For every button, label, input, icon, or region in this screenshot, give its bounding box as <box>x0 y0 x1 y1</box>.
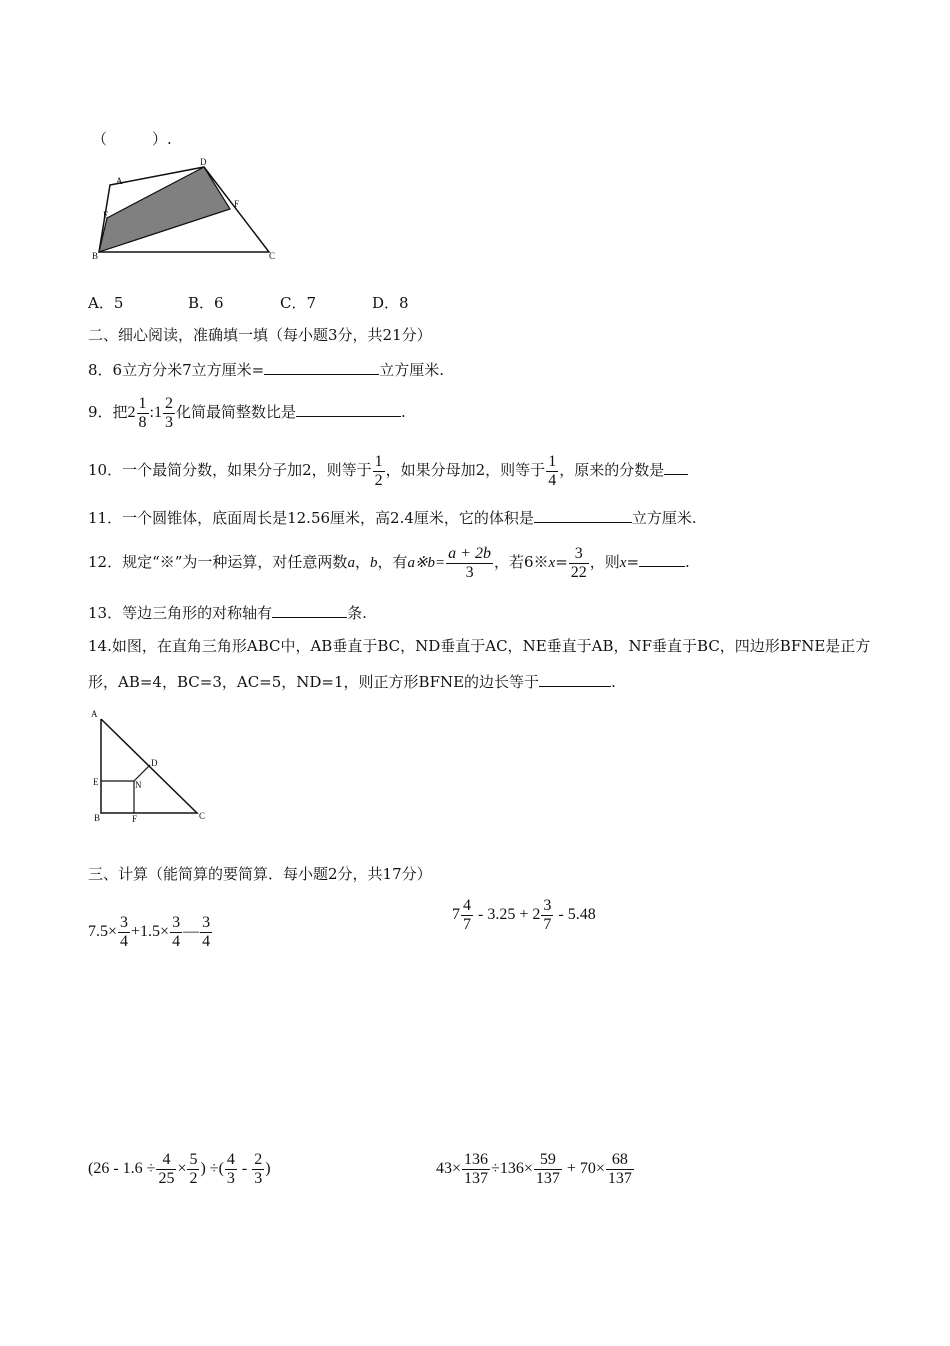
question-11 <box>88 508 697 528</box>
q10-mid: ，如果分母加2，则等于 <box>385 461 546 479</box>
question-14-line1: 14.如图，在直角三角形ABC中，AB垂直于BC，ND垂直于AC，NE垂直于AB，NF垂直于BC，四边形BFNE是正方 <box>88 637 871 655</box>
q12-expr: a※b= <box>407 555 446 571</box>
q9-whole1: 2 <box>127 404 136 421</box>
calc1-d1: 4 <box>120 932 129 950</box>
question-13 <box>88 603 367 623</box>
calc4-n1: 136 <box>464 1150 489 1168</box>
option-a: A．5 <box>88 294 124 312</box>
right-triangle-figure <box>88 705 218 830</box>
trapezoid-figure <box>86 155 286 265</box>
calc3-frac3 <box>225 1151 237 1188</box>
calc1-d3: 4 <box>202 932 211 950</box>
q12-then: ，则 <box>589 553 620 571</box>
calc3-n2: 5 <box>189 1150 198 1168</box>
calc4-frac1 <box>462 1151 490 1188</box>
q12-d2: 22 <box>570 563 587 581</box>
question-12 <box>88 542 690 583</box>
label-B: B <box>92 251 99 261</box>
q12-frac1 <box>446 545 493 582</box>
calc3-frac4 <box>252 1151 264 1188</box>
q10-pre: 10．一个最简分数，如果分子加2，则等于 <box>88 461 372 479</box>
calc3-n4: 2 <box>254 1150 263 1168</box>
calc-4 <box>436 1149 635 1189</box>
calc3-a: (26 - 1.6 ÷ <box>88 1160 156 1177</box>
q12-eq2: = <box>626 553 640 571</box>
calc3-d2: 2 <box>189 1169 198 1187</box>
q9-blank[interactable] <box>296 402 401 417</box>
calc3-d4: 3 <box>254 1169 263 1187</box>
calc1-frac2 <box>170 914 182 951</box>
q12-pre: 12．规定“※”为一种运算，对任意两数 <box>88 553 348 571</box>
calc3-d: - <box>237 1160 252 1177</box>
q10-n2: 1 <box>548 452 557 470</box>
q8-after: 立方厘米. <box>379 361 444 379</box>
calc4-frac3 <box>606 1151 634 1188</box>
calc2-frac1 <box>461 897 473 934</box>
q8-text: 8．6立方分米7立方厘米= <box>88 361 265 379</box>
calc1-a: 7.5× <box>88 923 118 940</box>
q12-a: a <box>347 555 355 571</box>
q12-den: 3 <box>446 563 493 582</box>
calc3-d3: 3 <box>226 1169 235 1187</box>
calc1-frac3 <box>200 914 212 951</box>
q10-d1: 2 <box>374 471 383 489</box>
calc-1 <box>88 912 213 952</box>
q12-x: x <box>548 555 556 571</box>
calc1-frac1 <box>118 914 130 951</box>
calc3-n3: 4 <box>226 1150 235 1168</box>
calc2-d2: 7 <box>543 915 552 933</box>
calc4-d2: 137 <box>535 1169 560 1187</box>
q9-whole2: 1 <box>154 404 162 421</box>
q12-num: a + 2b <box>448 544 491 562</box>
q10-frac1 <box>373 453 385 490</box>
q9-after: 化简最简整数比是 <box>176 403 297 421</box>
calc-3 <box>88 1149 271 1189</box>
label-F: F <box>132 814 138 824</box>
answer-paren: （ ）. <box>92 130 172 148</box>
calc2-frac2 <box>541 897 553 934</box>
option-c: C．7 <box>280 294 317 312</box>
q13-text: 13．等边三角形的对称轴有 <box>88 604 273 622</box>
label-D: D <box>200 157 207 167</box>
calc2-b: - 5.48 <box>554 906 596 923</box>
q14-line2-text: 形，AB=4，BC=3，AC=5，ND=1，则正方形BFNE的边长等于 <box>88 673 540 691</box>
q14-blank[interactable] <box>539 672 611 687</box>
calc4-c: + 70× <box>562 1160 605 1177</box>
label-A: A <box>116 176 123 186</box>
label-D: D <box>151 758 158 768</box>
label-E: E <box>93 777 99 787</box>
question-10 <box>88 450 688 490</box>
q12-eq: = <box>555 553 568 571</box>
q9-n2: 2 <box>165 394 173 412</box>
calc3-e: ) <box>265 1160 271 1177</box>
section-3-heading: 三、计算（能简算的要简算．每小题2分，共17分） <box>88 865 432 883</box>
q11-blank[interactable] <box>534 508 632 523</box>
q12-end: . <box>685 553 690 571</box>
q12-have: ，有 <box>377 553 408 571</box>
calc2-a: - 3.25 + 2 <box>474 906 541 923</box>
label-C: C <box>269 251 276 261</box>
label-B: B <box>94 813 101 823</box>
calc3-frac1 <box>156 1151 176 1188</box>
q9-n1: 1 <box>138 394 147 412</box>
calc2-n2: 3 <box>543 896 552 914</box>
q13-blank[interactable] <box>272 603 347 618</box>
section-2-heading: 二、细心阅读，准确填一填（每小题3分，共21分） <box>88 326 432 344</box>
calc1-n2: 3 <box>172 913 181 931</box>
q9-pre: 9．把 <box>88 403 128 421</box>
q13-after: 条. <box>347 604 367 622</box>
q9-colon: : <box>149 404 154 421</box>
q8-blank[interactable] <box>264 360 379 375</box>
calc1-n1: 3 <box>120 913 129 931</box>
calc4-n2: 59 <box>539 1150 556 1168</box>
q9-d2: 3 <box>165 413 173 431</box>
calc3-d1: 25 <box>158 1169 175 1187</box>
q10-blank[interactable] <box>664 460 688 475</box>
calc1-d2: 4 <box>172 932 181 950</box>
label-F: F <box>234 199 240 209</box>
calc4-b: ÷136× <box>491 1160 533 1177</box>
q9-end: . <box>401 403 406 421</box>
q11-text: 11．一个圆锥体，底面周长是12.56厘米，高2.4厘米，它的体积是 <box>88 509 534 527</box>
label-C: C <box>199 811 206 821</box>
label-N: N <box>135 780 142 790</box>
question-9 <box>88 392 406 433</box>
q9-frac2 <box>163 395 175 432</box>
label-A: A <box>91 709 98 719</box>
q12-n2: 3 <box>574 544 583 562</box>
calc4-frac2 <box>534 1151 562 1188</box>
calc4-d1: 137 <box>464 1169 489 1187</box>
question-14-line2 <box>88 672 616 692</box>
q12-mid: ，若6※ <box>493 553 549 571</box>
q12-comma: ， <box>354 553 370 571</box>
q11-after: 立方厘米. <box>631 509 697 527</box>
q10-after: ，原来的分数是 <box>559 461 665 479</box>
q12-b: b <box>369 555 378 571</box>
calc3-c: ) ÷( <box>200 1160 224 1177</box>
calc3-b: × <box>177 1160 187 1177</box>
calc2-w1: 7 <box>452 906 460 923</box>
calc3-frac2 <box>187 1151 199 1188</box>
calc2-d1: 7 <box>463 915 471 933</box>
calc2-n1: 4 <box>463 896 471 914</box>
calc1-c: — <box>183 923 200 940</box>
calc1-n3: 3 <box>202 913 211 931</box>
calc4-a: 43× <box>436 1160 462 1177</box>
q12-blank[interactable] <box>639 552 685 567</box>
q10-frac2 <box>546 453 558 490</box>
calc3-n1: 4 <box>162 1150 171 1168</box>
option-d: D．8 <box>372 294 409 312</box>
option-b: B．6 <box>188 294 224 312</box>
q10-n1: 1 <box>374 452 383 470</box>
calc4-n3: 68 <box>611 1150 628 1168</box>
q9-d1: 8 <box>138 413 147 431</box>
label-E: E <box>103 210 109 220</box>
question-8 <box>88 360 444 380</box>
q9-frac1 <box>137 395 149 432</box>
calc4-d3: 137 <box>607 1169 632 1187</box>
calc1-b: +1.5× <box>131 923 170 940</box>
calc-2 <box>452 895 596 935</box>
q12-x2: x <box>619 555 627 571</box>
q14-end: . <box>611 673 616 691</box>
q12-frac2 <box>569 545 589 582</box>
q10-d2: 4 <box>548 471 557 489</box>
